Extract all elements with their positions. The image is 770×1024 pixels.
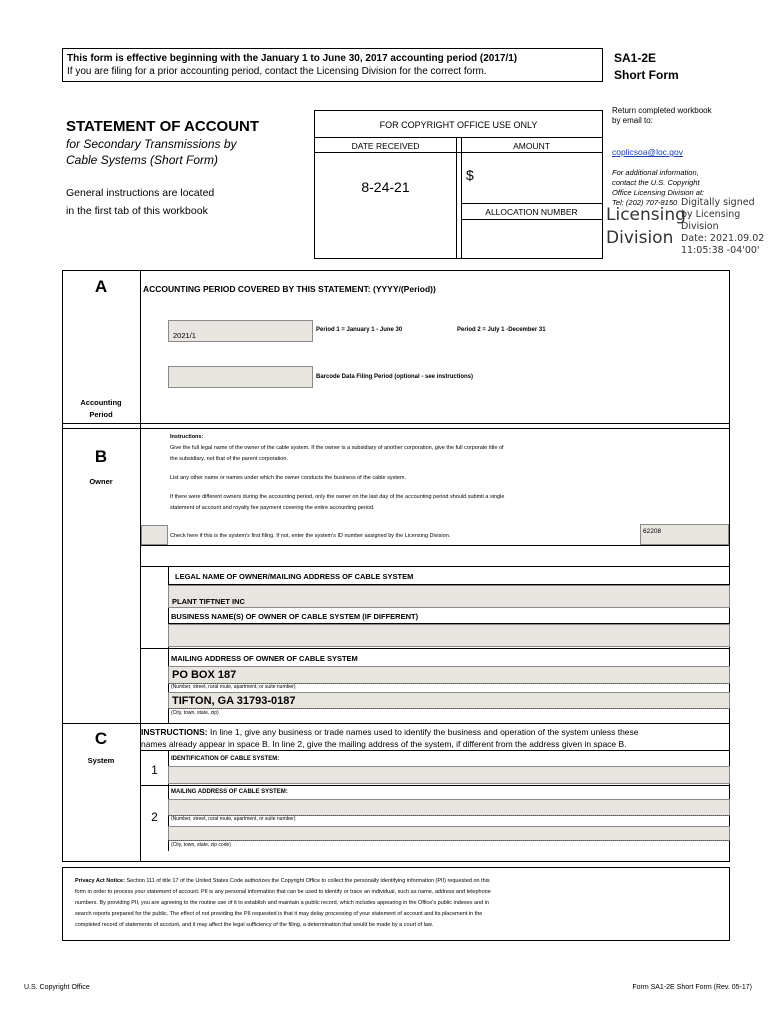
signature-details (681, 197, 764, 257)
accounting-period-field[interactable] (168, 320, 313, 342)
barcode-period-field[interactable] (168, 366, 313, 388)
instructions-note-2: in the first tab of this workbook (66, 205, 208, 217)
first-filing-label: Check here if this is the system's first filing. If not, enter the system's ID number assigned by the Licensing Division. (170, 533, 451, 539)
address-line-2-value: TIFTON, GA 31793-0187 (172, 695, 296, 707)
cable-system-address-2-hint: (City, town, state, zip code) (171, 842, 231, 848)
system-id-value: 62208 (643, 528, 662, 535)
business-name-field[interactable] (168, 624, 730, 647)
office-use-header: FOR COPYRIGHT OFFICE USE ONLY (379, 120, 538, 130)
privacy-line-2: form in order to process your statement of account. PII is any personal information that can be used to identify or trace an individual, such as name, address and telephone (75, 889, 491, 895)
section-a-letter: A (94, 277, 108, 296)
section-b-instr-5: statement of account and royalty fee payment covering the entire accounting period. (170, 505, 375, 511)
form-code: SA1-2E (614, 51, 657, 65)
info-line-3: Office Licensing Division at: (612, 188, 705, 197)
section-b-instructions (170, 432, 504, 514)
allocation-number-label: ALLOCATION NUMBER (485, 207, 578, 217)
business-name-label: BUSINESS NAME(S) OF OWNER OF CABLE SYSTEM (IF DIFFERENT) (171, 612, 419, 621)
accounting-period-value: 2021/1 (173, 331, 196, 340)
address-line-1-hint: (Number, street, rural route, apartment, or suite number) (171, 684, 296, 690)
row-2-number: 2 (151, 810, 158, 824)
legal-name-field[interactable] (168, 585, 730, 608)
section-b-instr-4: If there were different owners during the accounting period, only the owner on the last day of the accounting period should submit a single (170, 494, 505, 500)
row-1-number: 1 (151, 763, 158, 777)
cable-system-address-label: MAILING ADDRESS OF CABLE SYSTEM: (171, 789, 288, 795)
period-2-label: Period 2 = July 1 -December 31 (457, 327, 546, 333)
section-a-side-2: Period (89, 410, 113, 419)
page-subtitle-2: Cable Systems (Short Form) (66, 153, 219, 167)
privacy-notice-title: Privacy Act Notice: (75, 878, 125, 884)
date-received-value: 8-24-21 (361, 179, 410, 195)
section-b-instr-1: Give the full legal name of the owner of the cable system. If the owner is a subsidiary of another corporation, give the full corporate title of (170, 445, 504, 451)
page-subtitle-1: for Secondary Transmissions by (66, 137, 237, 151)
return-line-2: by email to: (612, 116, 653, 125)
email-link[interactable]: coplicsoa@loc.gov (612, 147, 683, 157)
signature-name-1: Licensing (606, 205, 686, 225)
address-line-2-hint: (City, town, state, zip) (171, 710, 219, 716)
signature-line-5: 11:05:38 -04'00' (681, 245, 760, 256)
section-b-instr-3: List any other name or names under which the owner conducts the business of the cable system. (170, 475, 407, 481)
section-c-instr-line-2: names already appear in space B. In line 2, give the mailing address of the system, if different from the address given in space B. (141, 739, 627, 749)
cable-system-address-1-hint: (Number, street, rural route, apartment, or suite number) (171, 816, 296, 822)
first-filing-checkbox[interactable] (141, 525, 168, 545)
info-line-4: Tel: (202) 707-8150 (612, 198, 678, 207)
return-line-1: Return completed workbook (612, 106, 712, 115)
legal-name-label: LEGAL NAME OF OWNER/MAILING ADDRESS OF CABLE SYSTEM (175, 572, 414, 581)
privacy-notice (62, 867, 730, 941)
signature-line-2: by Licensing (681, 209, 741, 220)
section-b-instr-2: the subsidiary, not that of the parent corporation. (170, 456, 288, 462)
section-a-side-1: Accounting (80, 398, 122, 407)
return-instructions (612, 106, 712, 126)
section-b-letter: B (94, 447, 108, 466)
section-c-side-label: System (87, 756, 115, 765)
date-received-label: DATE RECEIVED (351, 141, 420, 151)
legal-name-value: PLANT TIFTNET INC (172, 597, 245, 606)
banner-line-2: If you are filing for a prior accounting period, contact the Licensing Division for the correct form. (67, 66, 487, 77)
section-a-heading: ACCOUNTING PERIOD COVERED BY THIS STATEMENT: (YYYY/(Period)) (143, 284, 436, 294)
signature-line-4: Date: 2021.09.02 (681, 233, 765, 244)
info-line-2: contact the U.S. Copyright (612, 178, 700, 187)
cable-system-id-label: IDENTIFICATION OF CABLE SYSTEM: (171, 756, 280, 762)
office-use-box (314, 110, 603, 259)
footer-left: U.S. Copyright Office (24, 984, 90, 991)
dollar-sign: $ (466, 167, 474, 183)
signature-name-2: Division (606, 228, 674, 248)
section-c-instr-bold: INSTRUCTIONS: (141, 727, 208, 737)
page-title: STATEMENT OF ACCOUNT (66, 118, 260, 135)
address-line-1-value: PO BOX 187 (172, 669, 237, 681)
banner-line-1: This form is effective beginning with the January 1 to June 30, 2017 accounting period (2017/1) (67, 53, 518, 64)
privacy-line-3: numbers. By providing PII, you are agreeing to the routine use of it to establish and maintain a public record, which includes appearing in the Office's public indexes and in (75, 900, 489, 906)
form-name: Short Form (614, 68, 679, 82)
cable-system-address-2-field[interactable] (168, 826, 730, 841)
footer-right: Form SA1-2E Short Form (Rev. 05-17) (632, 984, 752, 991)
address-line-2-field[interactable] (168, 692, 730, 709)
address-line-1-field[interactable] (168, 666, 730, 684)
instructions-note-1: General instructions are located (66, 187, 215, 199)
amount-label: AMOUNT (513, 141, 550, 151)
cable-system-id-field[interactable] (168, 766, 730, 784)
privacy-line-1: Section 111 of title 17 of the United States Code authorizes the Copyright Office to collect the personally identifying information (PII) requested on this (124, 878, 490, 884)
section-b-side-label: Owner (89, 477, 113, 486)
privacy-line-4: search reports prepared for the public. The effect of not providing the PII requested is that it may delay processing of your statement of account and its placement in the (75, 911, 483, 917)
section-b-instr-head: Instructions: (170, 434, 204, 440)
effective-banner (62, 48, 603, 82)
cable-system-address-1-field[interactable] (168, 799, 730, 816)
barcode-label: Barcode Data Filing Period (optional - see instructions) (316, 374, 474, 380)
signature-line-1: Digitally signed (681, 197, 755, 208)
signature-line-3: Division (681, 221, 719, 232)
digital-signature (606, 193, 766, 263)
privacy-line-5: completed record of statements of account, and it may affect the legal sufficiency of the filing, a determination that would be made by a court of law. (75, 922, 434, 928)
mailing-address-label: MAILING ADDRESS OF OWNER OF CABLE SYSTEM (171, 654, 358, 663)
info-line-1: For additional information, (612, 168, 699, 177)
section-c-instr-rest: In line 1, give any business or trade names used to identify the business and operation of the system unless these (207, 727, 639, 737)
period-1-label: Period 1 = January 1 - June 30 (316, 327, 403, 333)
section-c-letter: C (94, 729, 108, 748)
system-id-field[interactable] (640, 524, 729, 545)
section-a-side-label (62, 397, 140, 421)
section-c-instructions (141, 726, 639, 750)
